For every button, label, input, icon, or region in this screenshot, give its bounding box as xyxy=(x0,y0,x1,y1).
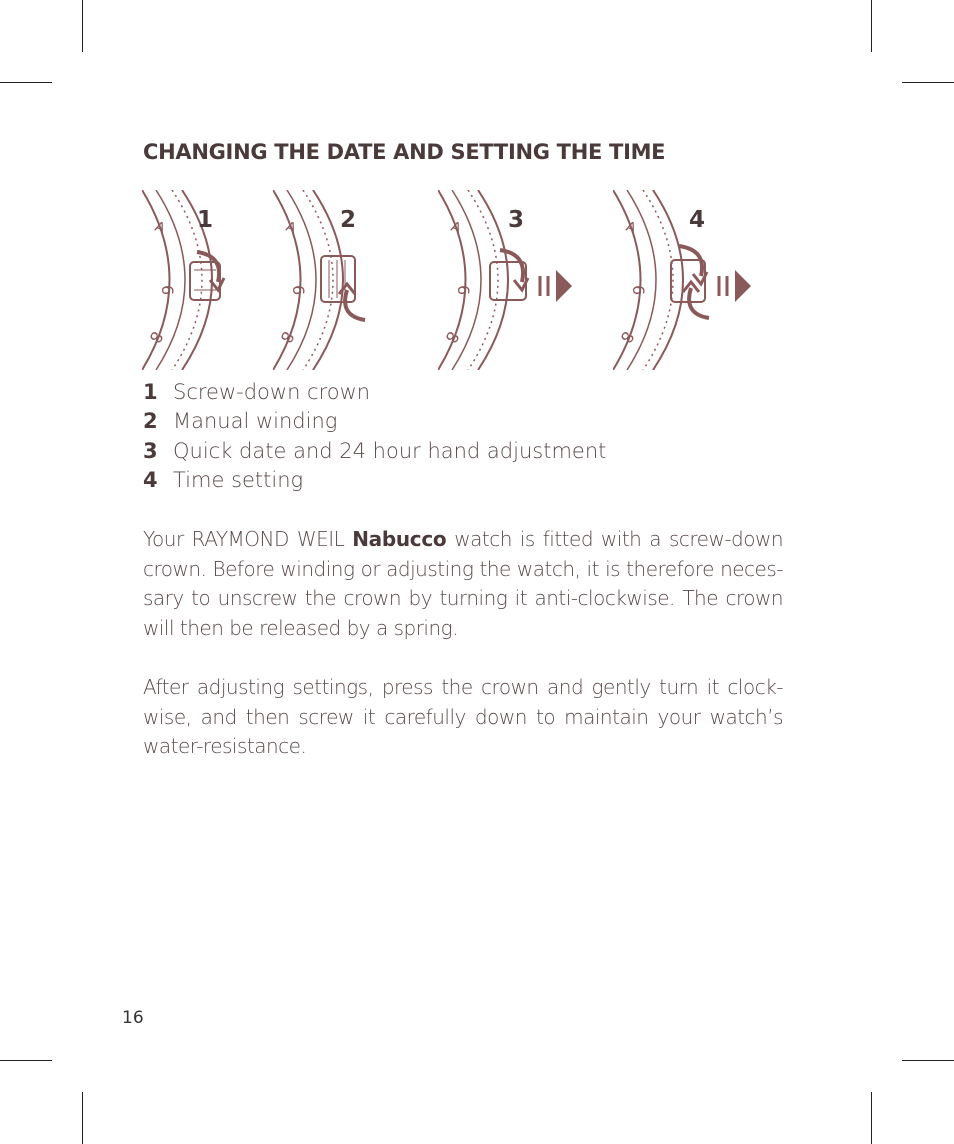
legend-text: Manual winding xyxy=(173,409,338,434)
crop-mark-top-right-horizontal xyxy=(902,82,954,83)
paragraph-screw-down-crown xyxy=(143,525,783,643)
paragraph-text: watch is fitted with a screw-down crown. Before winding or adjusting the watch, it is therefore neces-sary to unscrew the crown by turning it anti-clockwise. The crown will then be released by a spring. xyxy=(143,527,784,640)
svg-text:8: 8 xyxy=(145,328,167,347)
figure-number: 4 xyxy=(689,207,706,233)
legend-number: 1 xyxy=(143,379,158,404)
legend-text: Quick date and 24 hour hand adjustment xyxy=(173,438,607,463)
figure-legend xyxy=(143,377,606,495)
figure-number: 2 xyxy=(340,207,357,233)
svg-text:A: A xyxy=(283,218,299,238)
legend-number: 2 xyxy=(143,409,158,434)
figure-number: 3 xyxy=(508,207,525,233)
crop-mark-top-left-vertical xyxy=(82,0,83,52)
crop-mark-top-left-horizontal xyxy=(0,82,52,83)
svg-text:6: 6 xyxy=(454,285,473,296)
legend-text: Screw-down crown xyxy=(173,379,371,404)
paragraph-text: Your RAYMOND WEIL xyxy=(143,527,353,551)
page-title: CHANGING THE DATE AND SETTING THE TIME xyxy=(143,140,666,164)
legend-item xyxy=(143,466,606,496)
legend-item xyxy=(143,377,606,407)
svg-text:6: 6 xyxy=(629,285,648,296)
legend-number: 4 xyxy=(143,468,158,493)
crop-mark-bottom-right-vertical xyxy=(871,1092,872,1144)
crop-mark-bottom-left-horizontal xyxy=(0,1060,52,1061)
crop-mark-top-right-vertical xyxy=(871,0,872,52)
svg-text:6: 6 xyxy=(289,285,308,296)
svg-text:A: A xyxy=(152,218,168,238)
svg-text:A: A xyxy=(623,218,639,238)
figure-number: 1 xyxy=(197,207,214,233)
svg-text:8: 8 xyxy=(276,328,298,347)
legend-text: Time setting xyxy=(173,468,304,493)
paragraph-water-resistance: After adjusting settings, press the crown and gently turn it clock-wise, and then screw it carefully down to maintain your watch’s water-resistance. xyxy=(143,675,783,759)
crop-mark-bottom-right-horizontal xyxy=(902,1060,954,1061)
crop-mark-bottom-left-vertical xyxy=(82,1092,83,1144)
legend-number: 3 xyxy=(143,438,158,463)
legend-item xyxy=(143,407,606,437)
page-number: 16 xyxy=(122,1008,144,1028)
svg-text:6: 6 xyxy=(158,285,177,296)
model-name: Nabucco xyxy=(352,527,447,551)
svg-text:A: A xyxy=(448,218,464,238)
legend-item xyxy=(143,436,606,466)
svg-text:8: 8 xyxy=(441,328,463,347)
svg-text:8: 8 xyxy=(616,328,638,347)
